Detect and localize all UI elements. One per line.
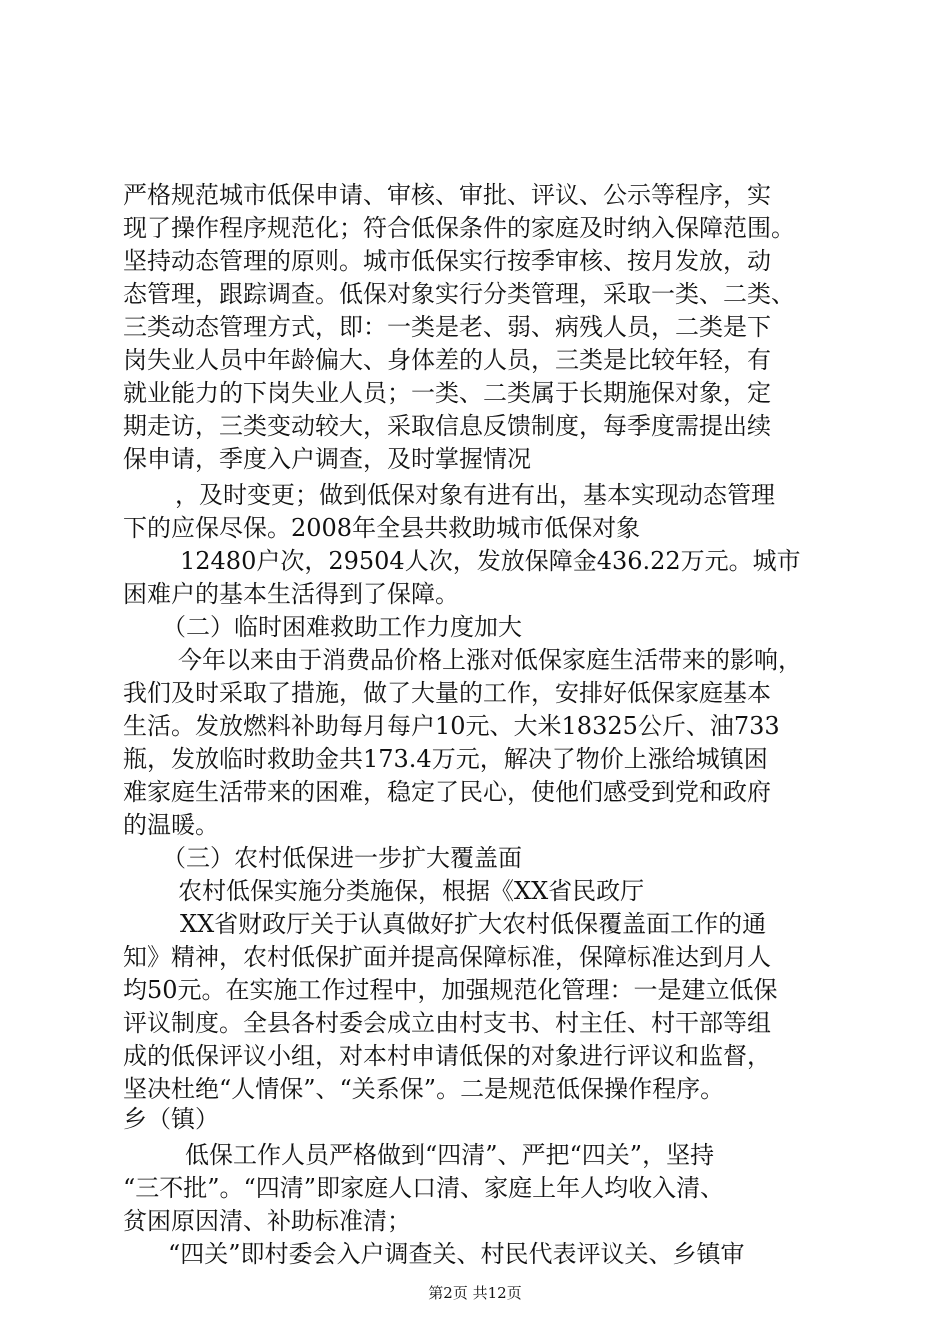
text-line: 态管理，跟踪调查。低保对象实行分类管理，采取一类、二类、 — [123, 280, 795, 308]
section-heading: （三）农村低保进一步扩大覆盖面 — [162, 844, 522, 872]
text-line: 的温暖。 — [123, 811, 219, 839]
text-line: 现了操作程序规范化；符合低保条件的家庭及时纳入保障范围。 — [123, 214, 795, 242]
text-line: 低保工作人员严格做到“四清”、严把“四关”，坚持 — [185, 1141, 715, 1169]
text-line: 我们及时采取了措施，做了大量的工作，安排好低保家庭基本 — [123, 679, 771, 707]
text-line: 12480户次，29504人次，发放保障金436.22万元。城市 — [180, 547, 801, 575]
section-heading: （二）临时困难救助工作力度加大 — [162, 613, 522, 641]
text-line: 三类动态管理方式，即：一类是老、弱、病残人员，二类是下 — [123, 313, 771, 341]
text-line: 均50元。在实施工作过程中，加强规范化管理：一是建立低保 — [123, 976, 778, 1004]
text-line: “三不批”。“四清”即家庭人口清、家庭上年人均收入清、 — [123, 1174, 725, 1202]
text-line: 今年以来由于消费品价格上涨对低保家庭生活带来的影响， — [178, 646, 802, 674]
page-footer: 第2页 共12页 — [428, 1284, 522, 1302]
text-line: 农村低保实施分类施保，根据《XX省民政厅 — [178, 877, 645, 905]
text-line: 保申请，季度入户调查，及时掌握情况 — [123, 445, 531, 473]
text-line: XX省财政厅关于认真做好扩大农村低保覆盖面工作的通 — [180, 910, 767, 938]
text-line: 评议制度。全县各村委会成立由村支书、村主任、村干部等组 — [123, 1009, 771, 1037]
text-line: 坚决杜绝“人情保”、“关系保”。二是规范低保操作程序。 — [123, 1075, 725, 1103]
text-line: 期走访，三类变动较大，采取信息反馈制度，每季度需提出续 — [123, 412, 771, 440]
text-line: 成的低保评议小组，对本村申请低保的对象进行评议和监督， — [123, 1042, 771, 1070]
text-line: 知》精神，农村低保扩面并提高保障标准，保障标准达到月人 — [123, 943, 771, 971]
text-line: 严格规范城市低保申请、审核、审批、评议、公示等程序，实 — [123, 181, 771, 209]
text-line: 困难户的基本生活得到了保障。 — [123, 580, 459, 608]
text-line: 岗失业人员中年龄偏大、身体差的人员，三类是比较年轻，有 — [123, 346, 771, 374]
text-line: “四关”即村委会入户调查关、村民代表评议关、乡镇审 — [168, 1240, 745, 1268]
text-line: 坚持动态管理的原则。城市低保实行按季审核、按月发放，动 — [123, 247, 771, 275]
text-line: 下的应保尽保。2008年全县共救助城市低保对象 — [123, 514, 641, 542]
text-line: 生活。发放燃料补助每月每户10元、大米18325公斤、油733 — [123, 712, 780, 740]
text-line: 乡（镇） — [123, 1105, 219, 1133]
text-line: 难家庭生活带来的困难，稳定了民心，使他们感受到党和政府 — [123, 778, 771, 806]
text-line: 瓶，发放临时救助金共173.4万元，解决了物价上涨给城镇困 — [123, 745, 768, 773]
text-line: 就业能力的下岗失业人员；一类、二类属于长期施保对象，定 — [123, 379, 771, 407]
text-line: ，及时变更；做到低保对象有进有出，基本实现动态管理 — [175, 481, 775, 509]
text-line: 贫困原因清、补助标准清； — [123, 1207, 411, 1235]
